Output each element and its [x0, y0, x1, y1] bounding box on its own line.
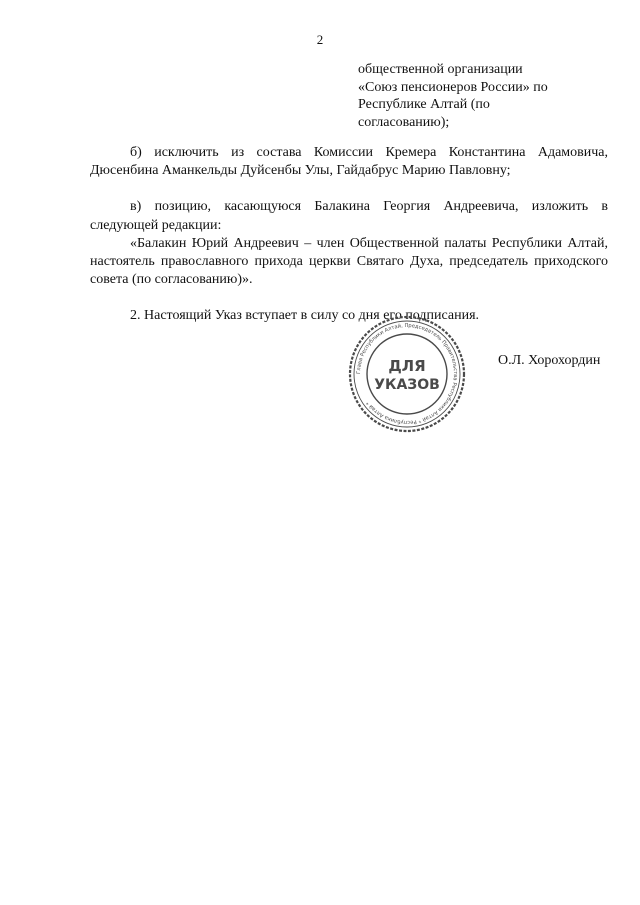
organization-continuation-block: [358, 61, 588, 131]
paragraph-quote-new-member: «Балакин Юрий Андреевич – член Общественной палаты Республики Алтай, настоятель православного прихода церкви Святаго Духа, председатель приходского совета (по согласованию)».: [90, 235, 608, 288]
stamp-ring-text: Глава Республики Алтай, Председатель Правительства Республики Алтай * Республика Алтай *: [355, 322, 459, 426]
stamp-word-ukazov: УКАЗОВ: [374, 377, 440, 393]
decree-body: [90, 144, 608, 326]
paragraph-b-exclude: б) исключить из состава Комиссии Кремера Константина Адамовича, Дюсенбина Аманкельды Дуйсенбы Улы, Гайдабрус Марию Павловну;: [90, 145, 608, 179]
org-line-3: Республике Алтай (по: [358, 97, 490, 112]
official-seal-stamp: [348, 315, 466, 433]
org-line-1: общественной организации: [358, 62, 523, 77]
stamp-word-dlya: ДЛЯ: [388, 357, 426, 375]
paragraph-v-position: в) позицию, касающуюся Балакина Георгия Андреевича, изложить в следующей редакции:: [90, 199, 608, 233]
page-number: 2: [316, 32, 324, 47]
signatory-name: О.Л. Хорохордин: [498, 353, 601, 368]
org-line-4: согласованию);: [358, 114, 450, 130]
org-line-2: «Союз пенсионеров России» по: [358, 79, 548, 95]
paragraph-2-effective: 2. Настоящий Указ вступает в силу со дня его подписания.: [130, 308, 480, 324]
